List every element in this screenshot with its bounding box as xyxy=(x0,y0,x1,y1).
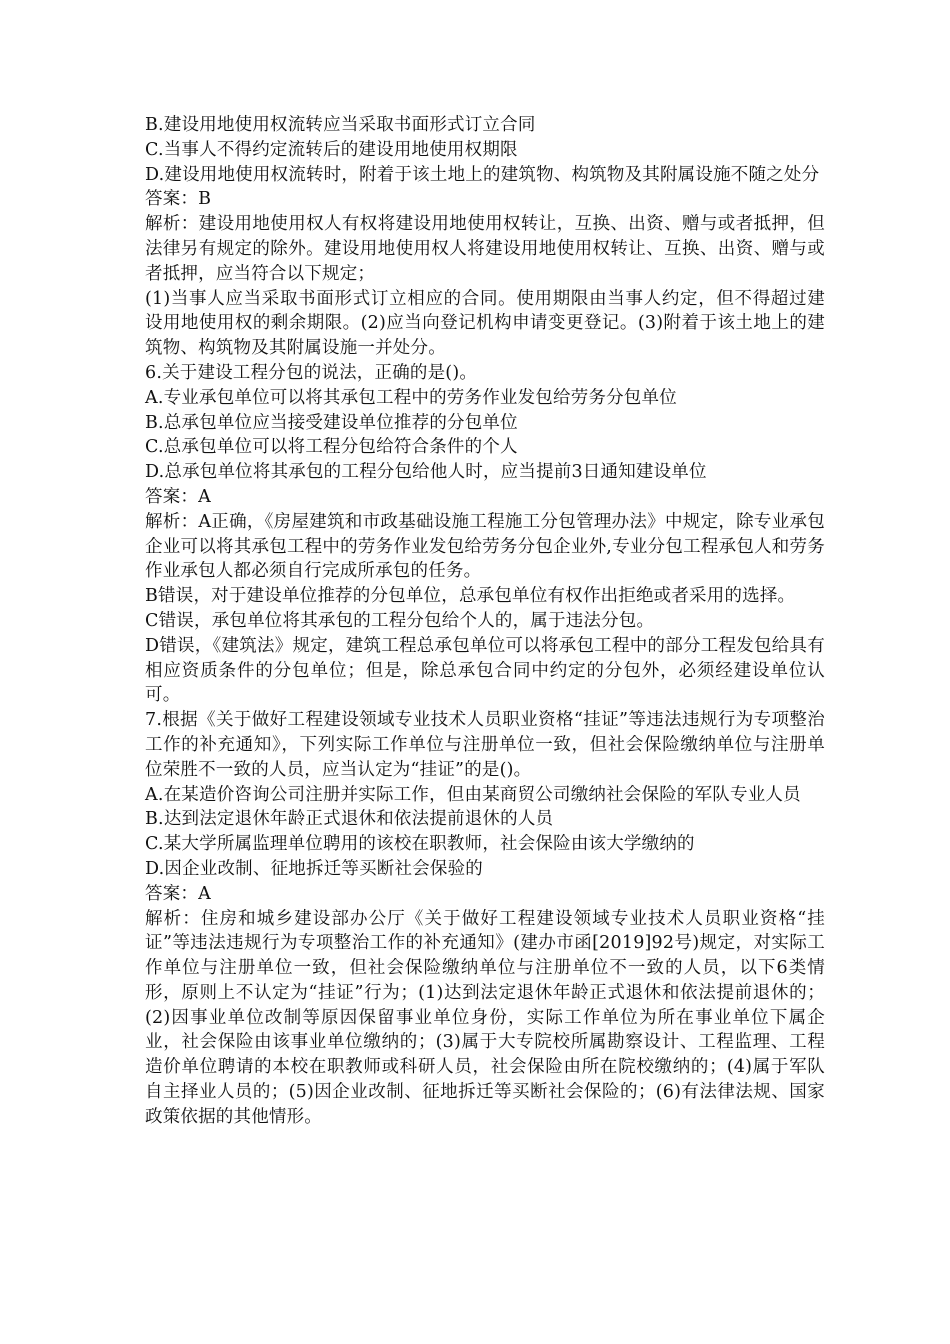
analysis-q6-c: C错误，承包单位将其承包的工程分包给个人的，属于违法分包。 xyxy=(145,610,655,631)
document-body xyxy=(145,113,825,1130)
analysis-q7: 解析：住房和城乡建设部办公厅《关于做好工程建设领域专业技术人员职业资格“挂证”等违法违规行为专项整治工作的补充通知》(建办市函[2019]92号)规定，对实际工作单位与注册单位一致，但社会保险缴纳单位与注册单位不一致的人员，以下6类情形，原则上不认定为“挂证”行为；(1)达到法定退休年龄正式退休和依法提前退休的；(2)因事业单位改制等原因保留事业单位身份，实际工作单位为所在事业单位下属企业，社会保险由该事业单位缴纳的；(3)属于大专院校所属勘察设计、工程监理、工程造价单位聘请的本校在职教师或科研人员，社会保险由所在院校缴纳的；(4)属于军队自主择业人员的；(5)因企业改制、征地拆迁等买断社会保险的；(6)有法律法规、国家政策依据的其他情形。 xyxy=(145,908,825,1127)
option-c-q7: C.某大学所属监理单位聘用的该校在职教师，社会保险由该大学缴纳的 xyxy=(145,834,695,855)
question-6: 6.关于建设工程分包的说法，正确的是()。 xyxy=(145,362,478,383)
option-b-q7: B.达到法定退休年龄正式退休和依法提前退休的人员 xyxy=(145,809,554,830)
answer-q5: 答案：B xyxy=(145,189,212,210)
option-d-q5: D.建设用地使用权流转时，附着于该土地上的建筑物、构筑物及其附属设施不随之处分 xyxy=(145,164,820,185)
option-d-q6: D.总承包单位将其承包的工程分包给他人时，应当提前3日通知建设单位 xyxy=(145,462,707,483)
option-b-q5: B.建设用地使用权流转应当采取书面形式订立合同 xyxy=(145,115,536,135)
option-d-q7: D.因企业改制、征地拆迁等买断社会保验的 xyxy=(145,858,483,879)
option-c-q6: C.总承包单位可以将工程分包给符合条件的个人 xyxy=(145,437,518,458)
answer-q7: 答案：A xyxy=(145,883,211,904)
option-a-q6: A.专业承包单位可以将其承包工程中的劳务作业发包给劳务分包单位 xyxy=(145,387,677,408)
option-a-q7: A.在某造价咨询公司注册并实际工作，但由某商贸公司缴纳社会保险的军队专业人员 xyxy=(145,784,801,805)
answer-q6: 答案：A xyxy=(145,486,211,507)
analysis-q6-b: B错误，对于建设单位推荐的分包单位，总承包单位有权作出拒绝或者采用的选择。 xyxy=(145,586,796,607)
analysis-q5-detail: (1)当事人应当采取书面形式订立相应的合同。使用期限由当事人约定，但不得超过建设用地使用权的剩余期限。(2)应当向登记机构申请变更登记。(3)附着于该土地上的建筑物、构筑物及其附属设施一并处分。 xyxy=(145,288,825,359)
option-b-q6: B.总承包单位应当接受建设单位推荐的分包单位 xyxy=(145,412,518,433)
analysis-q6: 解析：A正确，《房屋建筑和市政基础设施工程施工分包管理办法》中规定，除专业承包企业可以将其承包工程中的劳务作业发包给劳务分包企业外,专业分包工程承包人和劳务作业承包人都必须自行完成所承包的任务。 xyxy=(145,511,825,582)
option-c-q5: C.当事人不得约定流转后的建设用地使用权期限 xyxy=(145,139,518,160)
analysis-q5: 解析：建设用地使用权人有权将建设用地使用权转让，互换、出资、赠与或者抵押，但法律另有规定的除外。建设用地使用权人将建设用地使用权转让、互换、出资、赠与或者抵押，应当符合以下规定； xyxy=(145,214,825,284)
analysis-q6-d: D错误，《建筑法》规定，建筑工程总承包单位可以将承包工程中的部分工程发包给具有相应资质条件的分包单位；但是，除总承包合同中约定的分包外，必须经建设单位认可。 xyxy=(145,635,825,706)
question-7: 7.根据《关于做好工程建设领域专业技术人员职业资格“挂证”等违法违规行为专项整治工作的补充通知》，下列实际工作单位与注册单位一致，但社会保险缴纳单位与注册单位荣胜不一致的人员，应当认定为“挂证”的是()。 xyxy=(145,710,825,780)
